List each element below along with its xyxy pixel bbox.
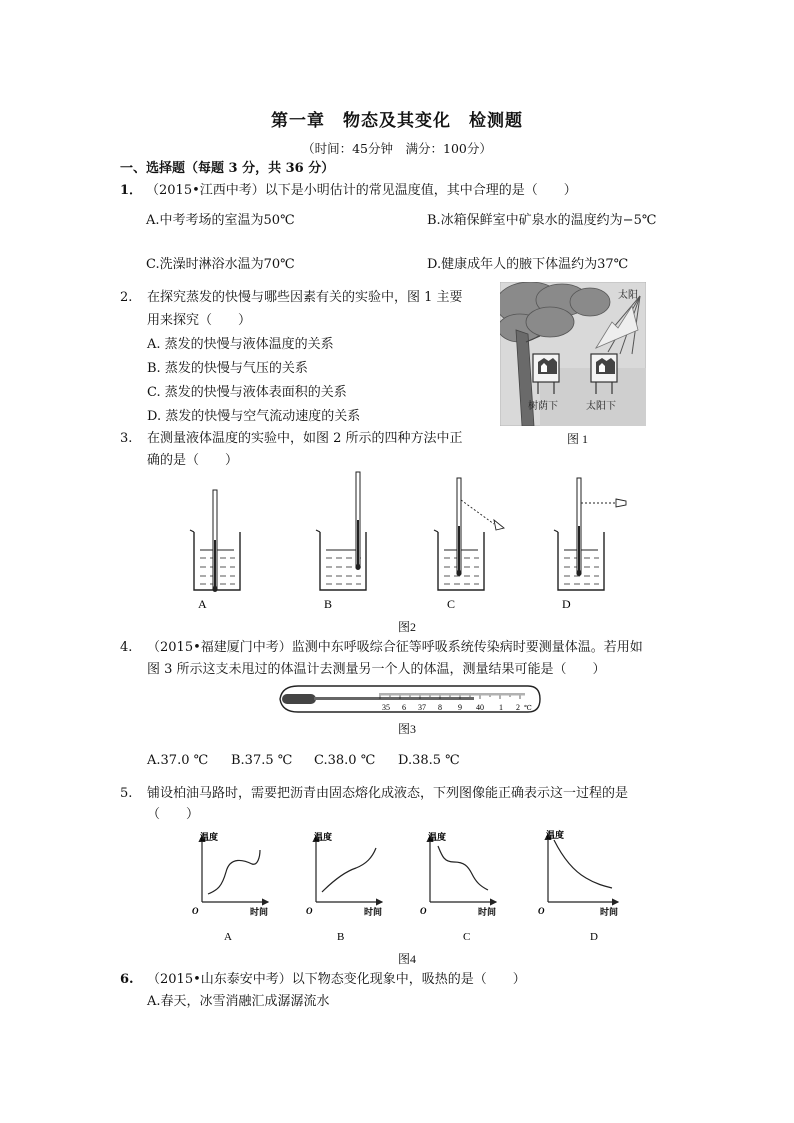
graph-label-c: C [463,931,471,943]
graph-xlabel: 时间 [600,907,619,917]
beaker-a [190,490,240,592]
figure-1-label-shade: 树荫下 [528,401,558,412]
question-number: 2. [120,290,133,305]
graph-xlabel: 时间 [364,907,383,917]
figure-2-beakers [180,470,650,615]
beaker-label-b: B [324,597,333,611]
graph-b [306,831,382,917]
figure-3-thermometer [278,683,542,715]
figure-2-caption: 图2 [398,620,417,634]
question-number: 5. [120,786,133,801]
graph-label-a: A [224,931,232,943]
graph-ylabel: 温度 [428,832,447,842]
figure-1-label-sun: 太阳 [618,290,638,301]
graph-origin: O [420,906,427,916]
graph-xlabel: 时间 [250,907,269,917]
question-number: 1． [120,183,143,198]
scale-unit: ℃ [524,704,532,712]
question-number: 3. [120,431,133,446]
figure-4-caption: 图4 [398,952,417,966]
graph-ylabel: 温度 [314,832,333,842]
question-stem-line2: 用来探究（ ） [147,313,252,328]
beaker-label-a: A [198,597,207,611]
option-b: B.37.5 ℃ [231,753,293,768]
option-a: A.春天，冰雪消融汇成潺潺流水 [147,994,330,1009]
scale-label: 1 [499,703,503,712]
graph-label-b: B [337,931,345,943]
beaker-d [554,478,626,590]
graph-origin: O [306,906,313,916]
scale-label: 2 [516,703,520,712]
option-a: A.37.0 ℃ [147,753,209,768]
option-d: D.38.5 ℃ [398,753,460,768]
beaker-c [434,478,504,590]
option-d: D.健康成年人的腋下体温约为37℃ [427,257,629,272]
option-b: B.冰箱保鲜室中矿泉水的温度约为−5℃ [427,213,657,228]
option-d: D. 蒸发的快慢与空气流动速度的关系 [147,409,361,424]
scale-label: 8 [438,703,442,712]
option-b: B. 蒸发的快慢与气压的关系 [147,361,308,376]
figure-1-illustration [500,282,646,426]
graph-label-d: D [590,931,598,943]
scale-label: 37 [418,703,426,712]
question-stem-line1: 在探究蒸发的快慢与哪些因素有关的实验中，图 1 主要 [147,290,463,305]
figure-1-label-sunlit: 太阳下 [586,401,616,412]
figure-4-graphs [186,826,636,944]
question-number: 6. [120,972,134,987]
figure-3-caption: 图3 [398,722,417,736]
figure-1-caption: 图 1 [567,432,589,446]
beaker-label-d: D [562,597,571,611]
graph-ylabel: 温度 [546,830,565,840]
scale-label: 6 [402,703,406,712]
question-stem-line2: 图 3 所示这支未甩过的体温计去测量另一个人的体温，测量结果可能是（ ） [147,662,606,677]
scale-label: 9 [458,703,462,712]
question-stem: （2015•江西中考）以下是小明估计的常见温度值，其中合理的是（ ） [146,183,577,198]
graph-a [192,831,268,917]
beaker-label-c: C [447,597,456,611]
page-title: 第一章 物态及其变化 检测题 [271,111,523,131]
graph-c [420,831,496,917]
section-heading: 一、选择题（每题 3 分，共 36 分） [120,161,335,176]
option-c: C.38.0 ℃ [314,753,376,768]
question-stem-line1: 在测量液体温度的实验中，如图 2 所示的四种方法中正 [147,431,463,446]
option-a: A.中考考场的室温为50℃ [146,213,295,228]
question-number: 4. [120,640,133,655]
graph-d [538,829,618,917]
graph-origin: O [192,906,199,916]
question-stem: （2015•山东泰安中考）以下物态变化现象中，吸热的是（ ） [147,972,526,987]
option-a: A. 蒸发的快慢与液体温度的关系 [147,337,334,352]
scale-label: 35 [382,703,390,712]
graph-xlabel: 时间 [478,907,497,917]
option-c: C.洗澡时淋浴水温为70℃ [146,257,295,272]
beaker-b [316,472,366,590]
graph-ylabel: 温度 [200,832,219,842]
question-stem-line1: （2015•福建厦门中考）监测中东呼吸综合征等呼吸系统传染病时要测量体温。若用如 [147,640,643,655]
question-stem-line2: （ ） [147,807,200,822]
question-stem-line1: 铺设柏油马路时，需要把沥青由固态熔化成液态，下列图像能正确表示这一过程的是 [147,786,629,801]
page-subtitle: （时间：45分钟 满分：100分） [302,141,492,156]
graph-origin: O [538,906,545,916]
scale-label: 40 [476,703,484,712]
option-c: C. 蒸发的快慢与液体表面积的关系 [147,385,347,400]
question-stem-line2: 确的是（ ） [147,453,239,468]
